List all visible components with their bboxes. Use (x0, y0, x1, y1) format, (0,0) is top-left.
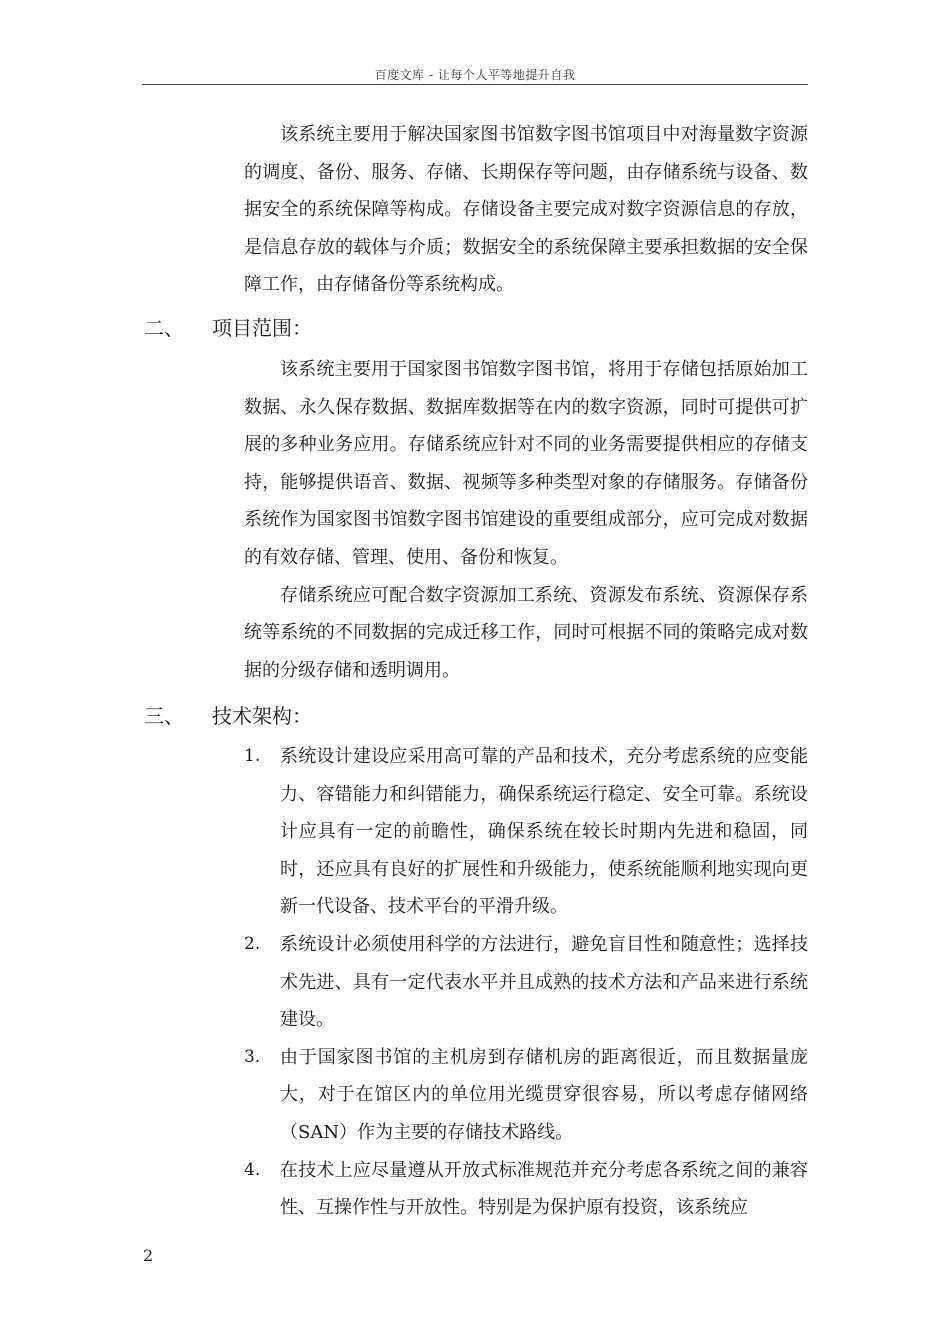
list-item-2-index: 2. (244, 933, 261, 954)
list-item-2-text: 系统设计必须使用科学的方法进行，避免盲目性和随意性；选择技术先进、具有一定代表水平并且成熟的技术方法和产品来进行系统建设。 (280, 933, 808, 1031)
list-item-4 (244, 1152, 808, 1227)
list-item-1-index: 1. (244, 746, 261, 766)
list-item-1-text: 系统设计建设应采用高可靠的产品和技术，充分考虑系统的应变能力、容错能力和纠错能力，确保系统运行稳定、安全可靠。系统设计应具有一定的前瞻性，确保系统在较长时期内先进和稳固，同时，还应具有良好的扩展性和升级能力，使系统能顺利地实现向更新一代设备、技术平台的平滑升级。 (280, 746, 808, 918)
section-3-number: 三、 (144, 704, 184, 728)
section-2-number: 二、 (144, 316, 184, 340)
page-number: 2 (143, 1246, 154, 1265)
intro-section (244, 116, 808, 304)
list-item-3-index: 3. (244, 1046, 261, 1067)
section-2-title: 项目范围： (212, 316, 312, 340)
intro-paragraph: 该系统主要用于解决国家图书馆数字图书馆项目中对海量数字资源的调度、备份、服务、存储、长期保存等问题，由存储系统与设备、数据安全的系统保障等构成。存储设备主要完成对数字资源信息的存放，是信息存放的载体与介质；数据安全的系统保障主要承担数据的安全保障工作，由存储备份等系统构成。 (244, 124, 808, 296)
list-item-3 (244, 1039, 808, 1152)
header-divider (142, 84, 808, 85)
section-2-body (244, 351, 808, 689)
list-item-1 (244, 738, 808, 926)
list-item-3-text: 由于国家图书馆的主机房到存储机房的距离很近，而且数据量庞大，对于在馆区内的单位用光缆贯穿很容易，所以考虑存储网络（SAN）作为主要的存储技术路线。 (280, 1046, 808, 1143)
page-header: 百度文库 - 让每个人平等地提升自我 (374, 68, 576, 82)
list-item-2 (244, 926, 808, 1039)
list-item-4-text: 在技术上应尽量遵从开放式标准规范并充分考虑各系统之间的兼容性、互操作性与开放性。特别是为保护原有投资，该系统应 (280, 1159, 808, 1219)
section-3-list (244, 738, 808, 1227)
section-2-heading (144, 312, 312, 341)
section-2-paragraph-2: 存储系统应可配合数字资源加工系统、资源发布系统、资源保存系统等系统的不同数据的完成迁移工作，同时可根据不同的策略完成对数据的分级存储和透明调用。 (244, 584, 808, 681)
section-2-paragraph-1: 该系统主要用于国家图书馆数字图书馆，将用于存储包括原始加工数据、永久保存数据、数据库数据等在内的数字资源，同时可提供可扩展的多种业务应用。存储系统应针对不同的业务需要提供相应的存储支持，能够提供语音、数据、视频等多种类型对象的存储服务。存储备份系统作为国家图书馆数字图书馆建设的重要组成部分，应可完成对数据的有效存储、管理、使用、备份和恢复。 (244, 359, 808, 568)
section-3-title: 技术架构： (212, 704, 312, 728)
list-item-4-index: 4. (244, 1159, 261, 1180)
section-3-heading (144, 700, 312, 729)
